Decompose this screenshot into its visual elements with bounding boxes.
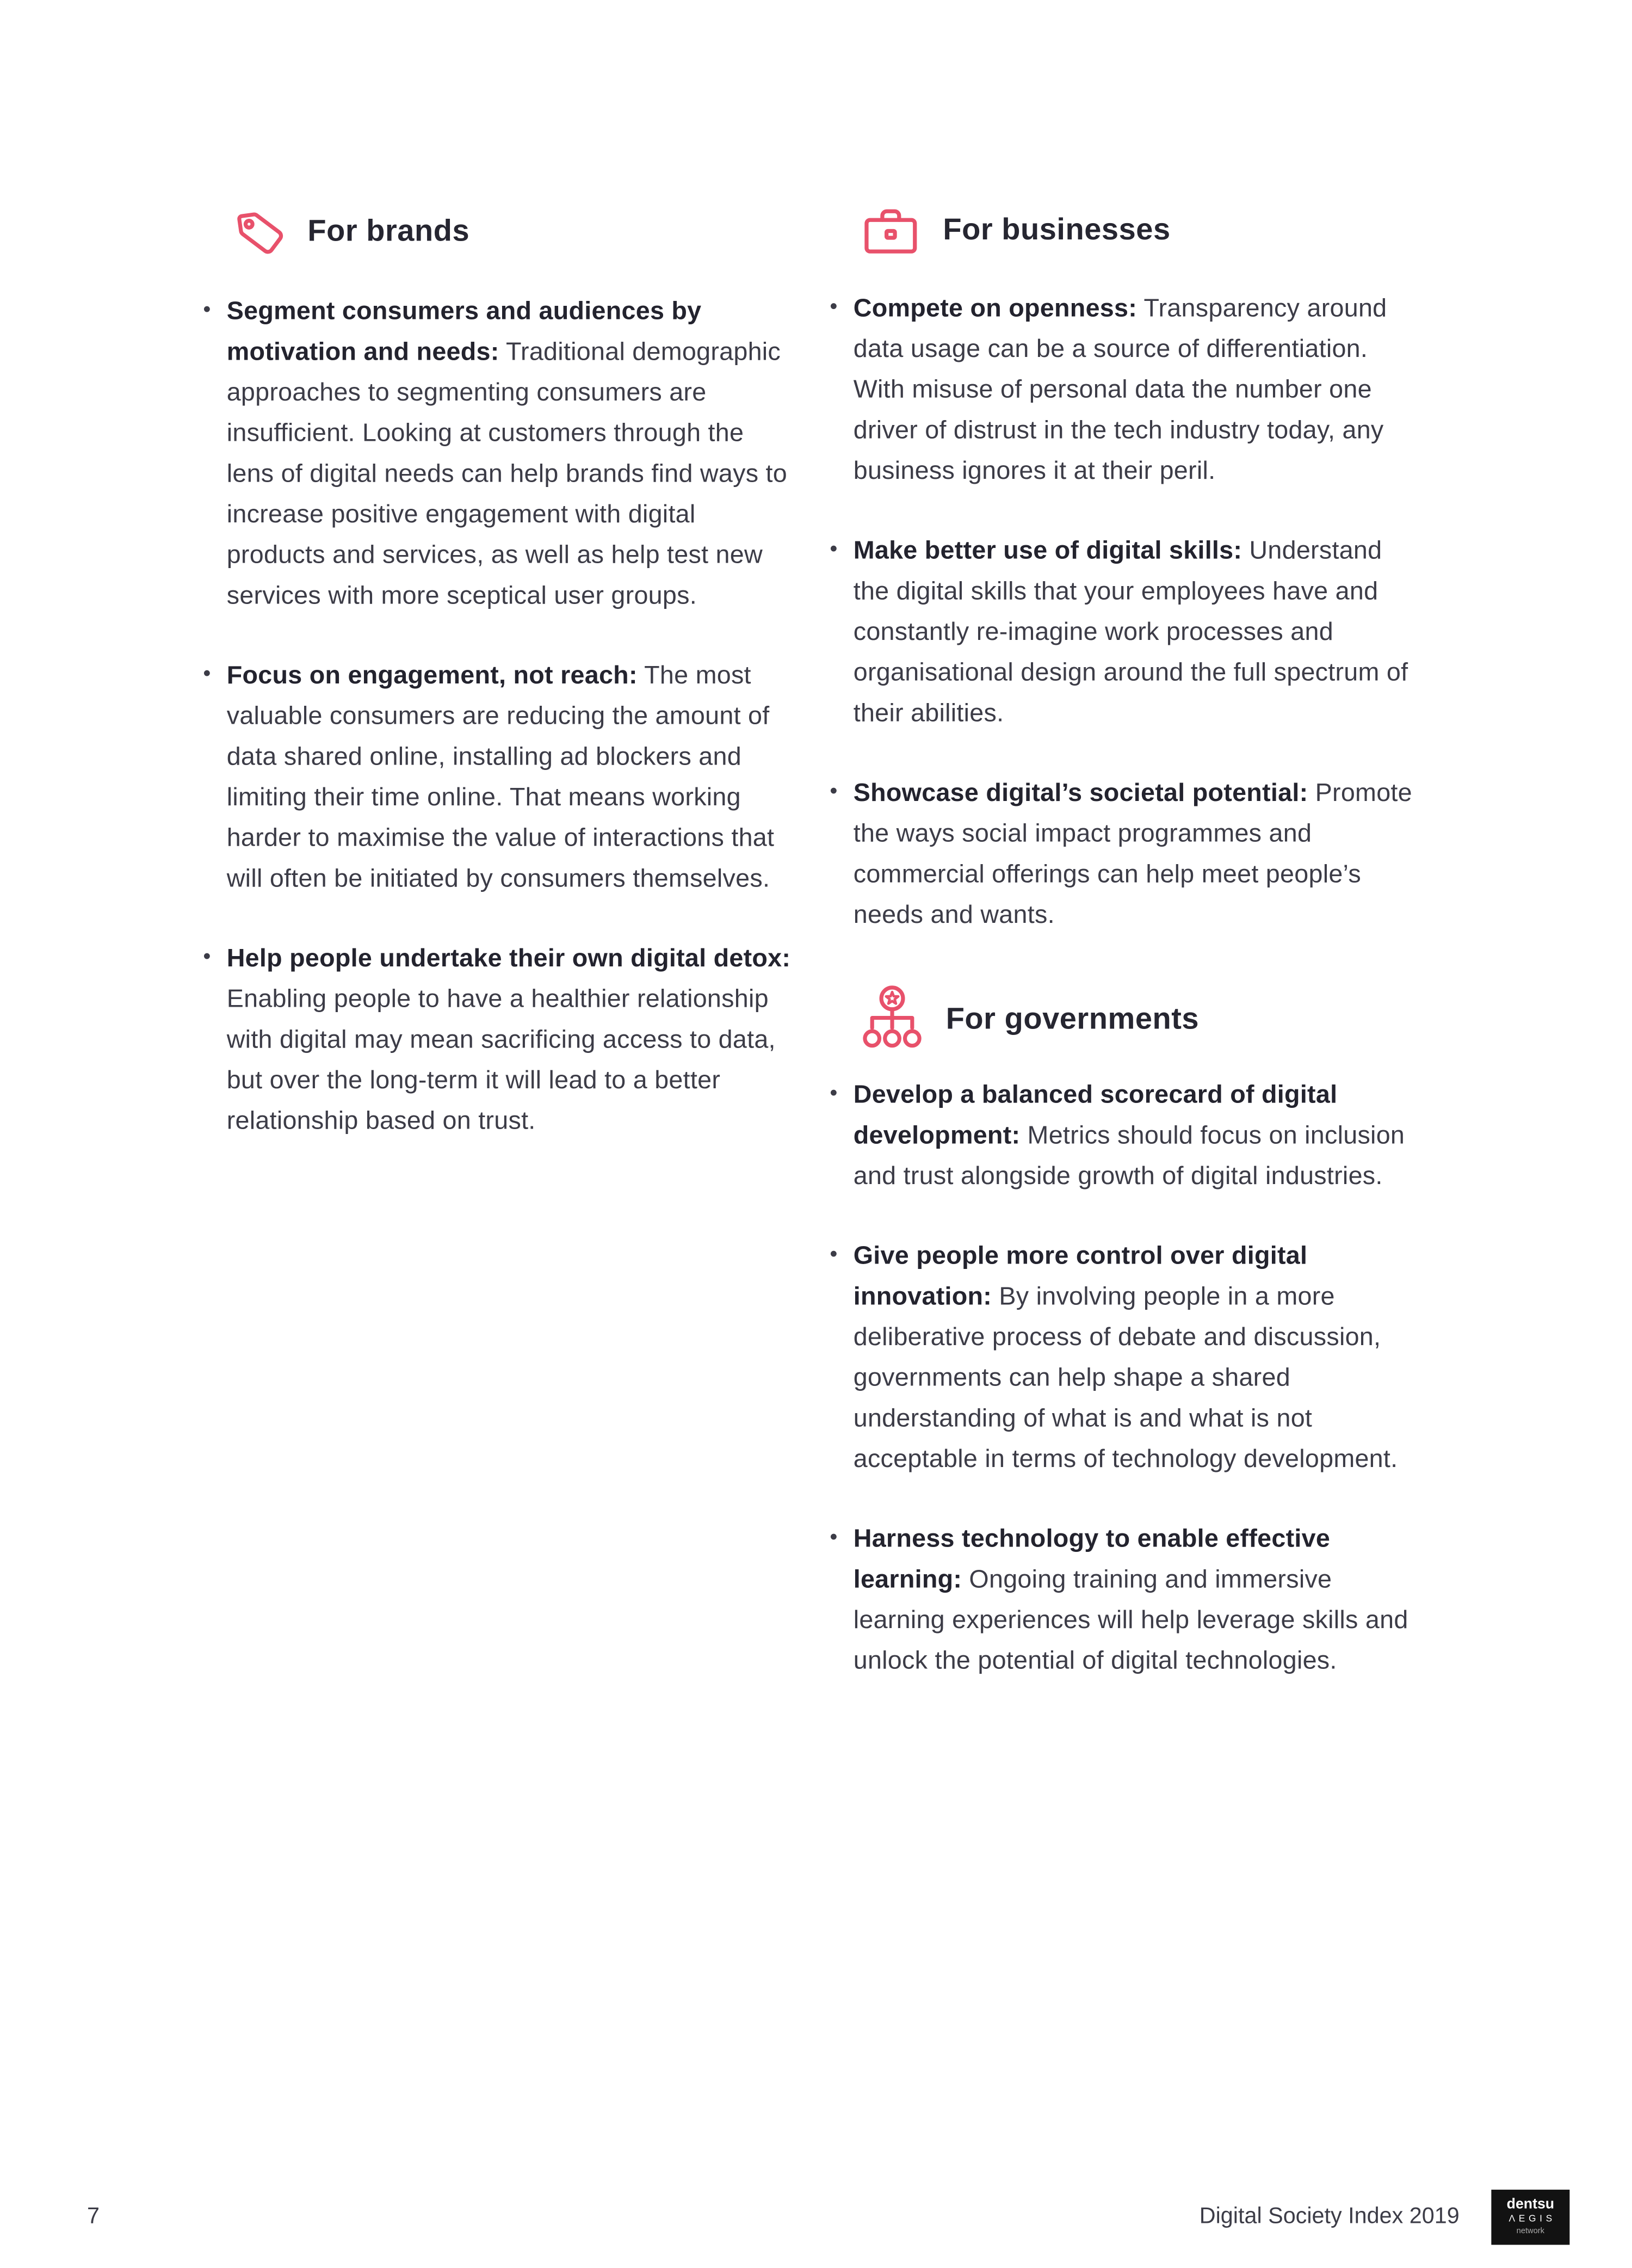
bullet-paragraph <box>854 1074 1422 1195</box>
bullet-body: The most valuable consumers are reducing the amount of data shared online, installing ad blockers and limiting their time online. That means working harder to maximise the value of interactions that will often be initiated by consumers themselves. <box>226 660 775 893</box>
logo-line-dentsu: dentsu <box>1506 2196 1555 2212</box>
section-header-governments <box>830 984 1421 1056</box>
list-item <box>203 290 795 615</box>
bullet-lead: Develop a balanced scorecard of digital development: <box>853 1080 1338 1150</box>
document-title: Digital Society Index 2019 <box>1199 2204 1460 2229</box>
bullet-dot: • <box>203 297 211 323</box>
bullet-body: Ongoing training and immersive learning experiences will help leverage skills and unlock the potential of digital technologies. <box>853 1564 1408 1675</box>
bullet-paragraph <box>227 938 795 1141</box>
page-footer <box>87 2190 1569 2245</box>
bullet-dot: • <box>830 294 838 319</box>
right-column <box>830 203 1421 1729</box>
bullet-body: Transparency around data usage can be a source of differentiation. With misuse of personal data the number one driver of distrust in the tech industry today, any business ignores it at their peril. <box>853 293 1387 485</box>
bullet-body: Promote the ways social impact programmes and commercial offerings can help meet people’s needs and wants. <box>853 778 1412 929</box>
bullet-dot: • <box>830 1525 838 1550</box>
list-item <box>830 529 1421 732</box>
bullet-dot: • <box>203 945 211 970</box>
bullet-lead: Help people undertake their own digital detox: <box>226 943 791 972</box>
section-title-governments: For governments <box>945 1002 1200 1037</box>
list-item <box>830 1518 1421 1680</box>
org-chart-icon <box>859 984 926 1056</box>
bullet-dot: • <box>830 537 838 562</box>
bullet-lead: Compete on openness: <box>853 293 1138 323</box>
list-item <box>203 938 795 1141</box>
list-item <box>830 772 1421 935</box>
section-header-brands <box>203 203 795 261</box>
bullet-dot: • <box>830 1242 838 1267</box>
page-number: 7 <box>87 2204 100 2229</box>
tag-icon <box>228 200 291 265</box>
list-item <box>830 1235 1421 1478</box>
bullet-body: Traditional demographic approaches to segmenting consumers are insufficient. Looking at customers through the lens of digital needs can help brands find ways to increase positive engagement with digital products and services, as well as help test new services with more sceptical user groups. <box>226 336 788 610</box>
section-title-brands: For brands <box>307 214 470 249</box>
bullet-body: Understand the digital skills that your employees have and constantly re-imagine work processes and organisational design around the full spectrum of their abilities. <box>853 535 1408 728</box>
bullet-paragraph <box>854 1235 1422 1478</box>
bullet-lead: Segment consumers and audiences by motivation and needs: <box>226 296 702 366</box>
bullet-body: Metrics should focus on inclusion and trust alongside growth of digital industries. <box>853 1120 1405 1190</box>
bullet-lead: Harness technology to enable effective learning: <box>853 1524 1331 1594</box>
logo-line-aegis: ΛEGIS <box>1509 2214 1556 2225</box>
bullet-body: Enabling people to have a healthier relationship with digital may mean sacrificing access to data, but over the long-term it will lead to a better relationship based on trust. <box>226 984 776 1135</box>
bullet-paragraph <box>854 529 1422 732</box>
briefcase-icon <box>859 203 923 258</box>
bullet-paragraph <box>227 655 795 898</box>
businesses-bullet-list <box>830 287 1421 934</box>
bullet-dot: • <box>830 1081 838 1106</box>
bullet-paragraph <box>854 772 1422 935</box>
bullet-body: By involving people in a more deliberative process of debate and discussion, governments can help shape a shared understanding of what is and what is not acceptable in terms of technology development. <box>853 1281 1398 1473</box>
governments-bullet-list <box>830 1074 1421 1680</box>
bullet-lead: Make better use of digital skills: <box>853 535 1242 565</box>
bullet-paragraph <box>227 290 795 615</box>
section-header-businesses <box>830 203 1421 258</box>
content-columns <box>203 203 1421 1729</box>
bullet-lead: Give people more control over digital innovation: <box>853 1241 1308 1311</box>
list-item <box>203 655 795 898</box>
section-title-businesses: For businesses <box>943 213 1171 247</box>
bullet-paragraph <box>854 1518 1422 1680</box>
left-column <box>203 203 795 1729</box>
brands-bullet-list <box>203 290 795 1141</box>
list-item <box>830 287 1421 490</box>
bullet-dot: • <box>830 779 838 804</box>
bullet-lead: Focus on engagement, not reach: <box>226 660 638 689</box>
logo-line-network: network <box>1516 2227 1545 2236</box>
dentsu-aegis-network-logo <box>1491 2190 1569 2245</box>
bullet-paragraph <box>854 287 1422 490</box>
bullet-lead: Showcase digital’s societal potential: <box>853 778 1308 807</box>
list-item <box>830 1074 1421 1195</box>
bullet-dot: • <box>203 662 211 687</box>
